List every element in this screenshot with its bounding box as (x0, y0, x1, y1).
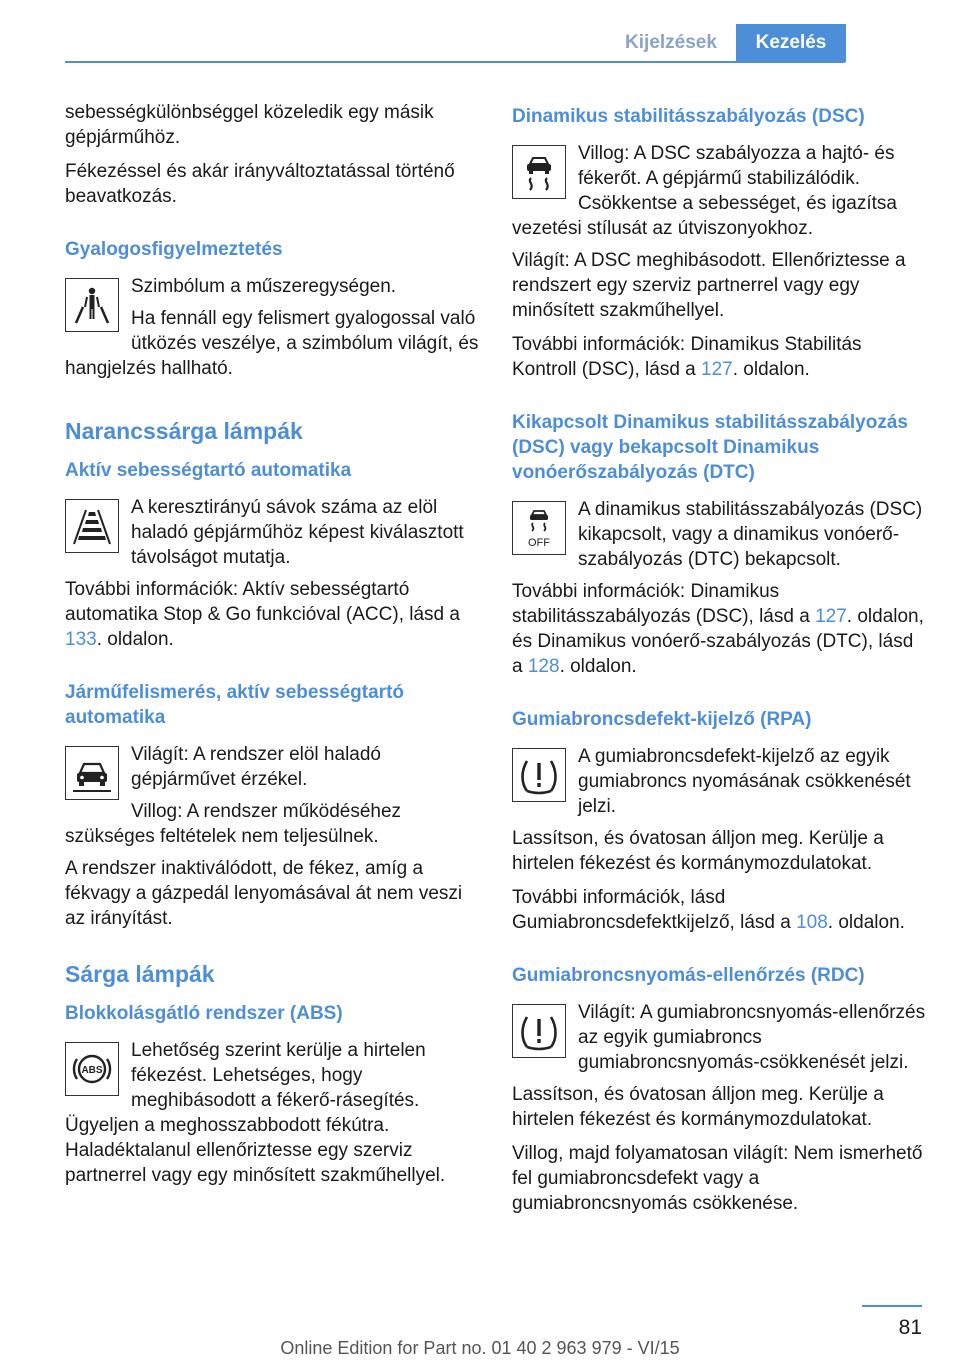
section-title-jarmu: Járműfelismerés, aktív sebességtartó automatika (65, 682, 405, 728)
section-title-abs: Blokkolásgátló rendszer (ABS) (65, 1003, 343, 1024)
rpa-paragraph-2: Lassítson, és óvatosan álljon meg. Kerülje a hirtelen fékezést és kormánymozdulatokat. (512, 828, 884, 874)
dtc-paragraph-1: A dinamikus stabilitásszabályozás (DSC) kikapcsolt, vagy a dinamikus vonóerő-szabályozás (DTC) bekapcsolt. (578, 499, 923, 570)
dsc-paragraph-3: További információk: Dinamikus Stabilitás Kontroll (DSC), lásd a 127. oldalon. (512, 334, 862, 380)
dsc-off-icon (512, 501, 566, 555)
gyalogos-paragraph-2: Ha fennáll egy felismert gyalogossal való ütközés veszélye, a szimbólum világít, és hangjelzés hallható. (65, 308, 479, 379)
off-icon-text: OFF (528, 537, 550, 549)
entry-dsc (512, 141, 927, 248)
jarmu-paragraph-1: Világít: A rendszer elöl haladó gépjárművet érzékel. (131, 744, 381, 790)
pedestrian-warning-icon (65, 278, 119, 332)
page-link-127b[interactable]: 127 (815, 606, 847, 627)
entry-rpa (512, 744, 927, 826)
section-title-gyalogos: Gyalogosfigyelmeztetés (65, 239, 283, 260)
vehicle-detection-icon (65, 746, 119, 800)
rpa-paragraph-1: A gumiabroncsdefekt-kijelző az egyik gumiabroncs nyomásának csökkenését jelzi. (578, 746, 911, 817)
header-rule (65, 61, 845, 63)
dsc-paragraph-2: Világít: A DSC meghibásodott. Ellenőriztesse a rendszert egy szerviz partnerrel vagy egy minősített szakműhellyel. (512, 250, 906, 321)
intro-paragraph-1: sebességkülönbséggel közeledik egy másik gépjárműhöz. (65, 102, 434, 148)
acc-paragraph-2: További információk: Aktív sebességtartó automatika Stop & Go funkcióval (ACC), lásd a 133. oldalon. (65, 579, 460, 650)
tire-pressure-icon (512, 1004, 566, 1058)
entry-dtc (512, 497, 927, 579)
section-title-dsc: Dinamikus stabilitásszabályozás (DSC) (512, 106, 865, 127)
rdc-paragraph-2: Lassítson, és óvatosan álljon meg. Kerülje a hirtelen fékezést és kormánymozdulatokat. (512, 1084, 884, 1130)
page-link-108[interactable]: 108 (796, 912, 828, 933)
page-link-128[interactable]: 128 (527, 656, 560, 677)
intro-paragraph-2: Fékezéssel és akár irányváltoztatással történő beavatkozás. (65, 161, 455, 207)
rdc-paragraph-3: Villog, majd folyamatosan világít: Nem ismerhető fel gumiabroncsdefekt vagy a gumiabroncsnyomás csökkenése. (512, 1143, 923, 1214)
edition-footer: Online Edition for Part no. 01 40 2 963 979 - VI/15 (280, 1338, 680, 1358)
page-link-133[interactable]: 133 (65, 629, 97, 650)
tab-kijelzesek[interactable]: Kijelzések (625, 32, 717, 53)
distance-bars-icon (65, 499, 119, 553)
tire-warning-icon (512, 748, 566, 802)
abs-paragraph-1: Lehetőség szerint kerülje a hirtelen fékezést. Lehetséges, hogy meghibásodott a fékerő-rásegítés. Ügyeljen a meghosszabbodott fékútra. Haladéktalanul ellenőriztesse egy szerviz partnerrel vagy egy minősített szakműhellyel. (65, 1040, 446, 1186)
abs-icon-text: ABS (81, 1065, 103, 1076)
left-column (65, 100, 480, 1195)
dsc-skid-car-icon (512, 145, 566, 199)
entry-rdc (512, 1000, 927, 1082)
rpa-paragraph-3: További információk, lásd Gumiabroncsdefektkijelző, lásd a 108. oldalon. (512, 887, 905, 933)
right-column (512, 100, 927, 1225)
header-bar (0, 0, 960, 62)
gyalogos-paragraph-1: Szimbólum a műszeregységen. (131, 276, 397, 297)
jarmu-paragraph-3: A rendszer inaktiválódott, de fékez, amíg a fékvagy a gázpedál lenyomásával át nem veszi az irányítást. (65, 858, 463, 929)
section-title-sarga: Sárga lámpák (65, 961, 215, 987)
footer-rule (862, 1305, 922, 1307)
section-title-rpa: Gumiabroncsdefekt-kijelző (RPA) (512, 709, 812, 730)
jarmu-paragraph-2: Villog: A rendszer működéséhez szükséges feltételek nem teljesülnek. (65, 801, 402, 847)
entry-jarmu (65, 742, 480, 856)
entry-acc (65, 495, 480, 577)
entry-abs (65, 1038, 480, 1195)
section-title-rdc: Gumiabroncsnyomás-ellenőrzés (RDC) (512, 965, 865, 986)
acc-paragraph-1: A keresztirányú sávok száma az elöl haladó gépjárműhöz képest kiválasztott távolságot mutatja. (131, 497, 464, 568)
tab-kezeles[interactable]: Kezelés (736, 24, 846, 62)
dtc-paragraph-2: További információk: Dinamikus stabilitásszabályozás (DSC), lásd a 127. oldalon, és Dinamikus vonóerő-szabályozás (DTC), lásd a 128. oldalon. (512, 581, 924, 677)
section-title-narancs: Narancssárga lámpák (65, 418, 303, 444)
rdc-paragraph-1: Világít: A gumiabroncsnyomás-ellenőrzés az egyik gumiabroncs gumiabroncsnyomás-csökkenését jelzi. (578, 1002, 926, 1073)
dsc-paragraph-1: Villog: A DSC szabályozza a hajtó- és fékerőt. A gépjármű stabilizálódik. Csökkentse a sebességet, és igazítsa vezetési stílusát az útviszonyokhoz. (512, 143, 897, 239)
section-title-acc: Aktív sebességtartó automatika (65, 460, 352, 481)
page-link-127[interactable]: 127 (701, 359, 733, 380)
page-number: 81 (898, 1316, 922, 1339)
abs-warning-icon (65, 1042, 119, 1096)
entry-gyalogos (65, 274, 480, 388)
section-title-dtc: Kikapcsolt Dinamikus stabilitásszabályozás (DSC) vagy bekapcsolt Dinamikus vonóerőszabályozás (DTC) (512, 412, 908, 483)
